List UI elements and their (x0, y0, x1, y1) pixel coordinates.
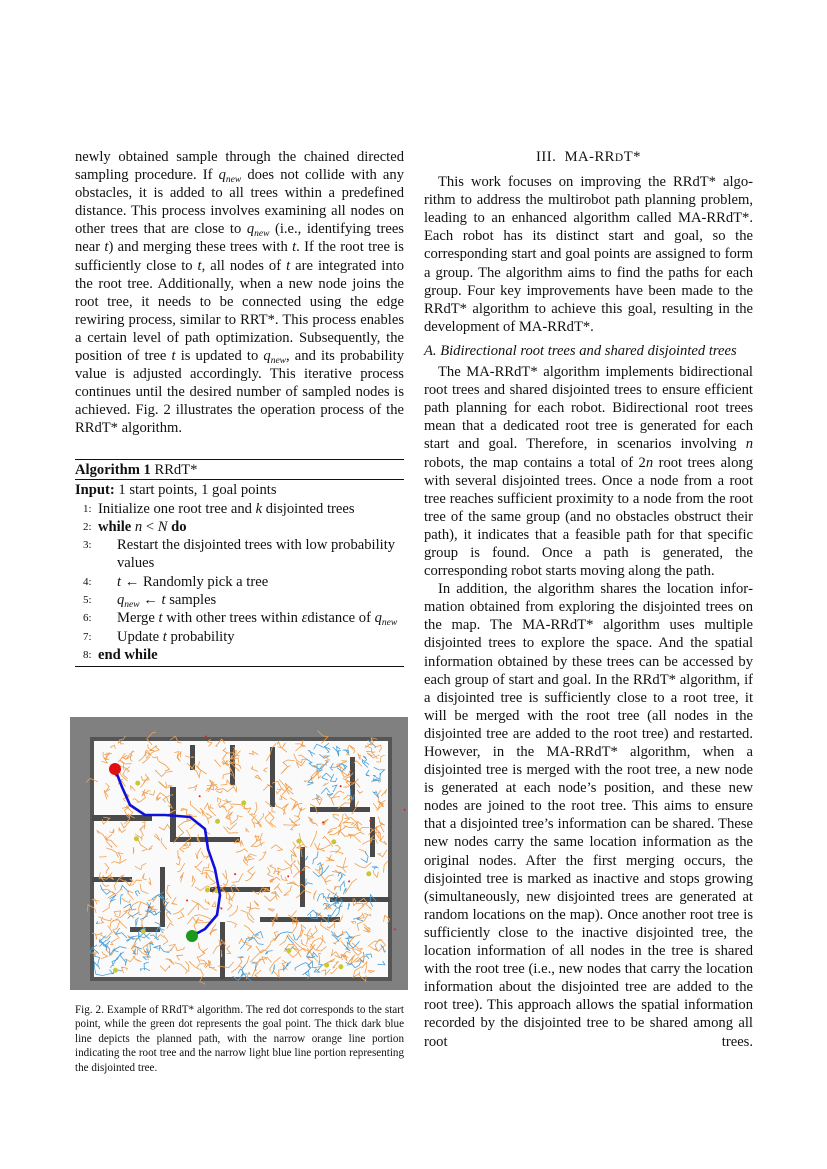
algorithm-line (75, 646, 404, 664)
body-paragraph (424, 580, 753, 1050)
math-variable: $q_{new}$ (263, 348, 287, 367)
tree-node (286, 948, 291, 953)
algorithm-line (75, 591, 404, 609)
left-column (75, 148, 404, 438)
algorithm-input (75, 480, 404, 499)
text-run: disjointed trees (262, 500, 355, 517)
text-run: does not collide with any obstacles, it is added to all trees within a predefined distance. This process involves examining all nodes on other trees that are close to (75, 167, 404, 238)
algorithm-block (75, 459, 404, 667)
line-number: 3: (83, 539, 92, 552)
text-run: with other trees within (162, 610, 302, 627)
sample-point (348, 880, 350, 882)
section-number: III. (536, 149, 557, 165)
math-variable: t (162, 628, 167, 645)
sample-point (369, 820, 371, 822)
map-wall (300, 847, 305, 907)
algorithm-title (75, 460, 404, 479)
sample-point (186, 899, 188, 901)
math-variable: t (117, 573, 122, 590)
text-run: Merge (117, 610, 159, 627)
text-run: In addition, the algorithm shares the location information obtained from exploring the disjointed trees on the map. The MA-RRdT* algorithm uses multiple disjointed trees to explore the space. And the spatial information obtained by these trees can be accessed by each group of start and goal. In the RRdT* algorithm, if a disjointed tree is sufficiently close to a root tree, it will be merged with the root tree (all nodes in the disjointed tree are added to the root tree) and restarted. However, in the MA-RRdT* algorithm, when a disjointed tree is merged with the root tree, a new node is generated at each node’s position, and these new nodes are joined to the root tree. This aims to ensure that a disjointed tree’s information can be shared. These new nodes carry the same location information as the original nodes. After the first merging occurs, the disjointed tree is marked as inactive and stops growing (simultaneously, new disjointed trees are generated at random locations on the map). Once another root tree is sufficiently close to the inactive disjointed tree, the location information of all nodes in the tree is shared with the root tree (i.e., new nodes that carry the location information about the disjointed tree are added to the root tree). This approach allows the spatial information recorded by the disjointed tree to be shared among all root trees. (424, 581, 753, 1050)
sample-point (394, 928, 396, 930)
text-run: , and its probability value is adjusted accordingly. This iterative process continues until the desired number of sampled nodes is achieved. Fig. 2 illustrates the operation process of the RRdT* algorithm. (75, 348, 404, 437)
line-number: 6: (83, 612, 92, 625)
text-run: ← Randomly pick a tree (121, 573, 269, 590)
line-number: 8: (83, 648, 92, 661)
sample-point (340, 785, 342, 787)
math-variable: t (104, 239, 109, 256)
text-run: are integrated into the root tree. Additionally, when a new node joins the root tree, it needs to be connected using the edge rewiring process, similar to RRT*. This process enables a certain level of path optimization. Subsequently, the position of tree (75, 257, 404, 365)
math-variable: t (171, 348, 176, 365)
body-paragraph (75, 148, 404, 438)
sample-point (234, 873, 236, 875)
tree-node (215, 819, 220, 824)
input-text: 1 start points, 1 goal points (118, 482, 277, 499)
map-wall (270, 747, 275, 807)
subsection-heading: A. Bidirectional root trees and shared disjointed trees (424, 342, 737, 359)
keyword: do (171, 518, 187, 535)
tree-node (296, 839, 301, 844)
text-run: probability (166, 628, 235, 645)
text-run: robots, the map contains a total of 2 (424, 454, 646, 471)
line-text (98, 519, 187, 535)
text-run: ) and merging these trees with (108, 239, 293, 256)
line-text (117, 610, 398, 629)
rrdt-map-figure (70, 717, 408, 990)
map-wall (310, 807, 370, 812)
algorithm-label: Algorithm 1 (75, 462, 151, 478)
line-number: 4: (83, 575, 92, 588)
tree-node (338, 964, 343, 969)
start-point (109, 763, 121, 775)
math-variable: $q_{new}$ (218, 167, 242, 186)
line-text (98, 501, 355, 517)
section-title-smallcaps: D (614, 152, 624, 164)
section-title-part: T* (623, 149, 641, 165)
sample-point (220, 908, 222, 910)
body-paragraph (424, 173, 753, 336)
text-run: (i.e., identifying trees near (75, 221, 404, 256)
sample-point (300, 871, 302, 873)
math-variable: t (161, 592, 166, 609)
tree-node (331, 839, 336, 844)
algorithm-name: RRdT* (154, 462, 198, 478)
text-run: distance of (307, 610, 375, 627)
map-wall (92, 815, 152, 821)
sample-point (404, 809, 406, 811)
text-run: ← (139, 592, 162, 609)
text-run: newly obtained sample through the chained directed sampling procedure. If (75, 149, 404, 184)
tree-node (241, 800, 246, 805)
tree-node (135, 781, 140, 786)
math-variable: $q_{new}$ (246, 221, 270, 240)
tree-node (205, 887, 210, 892)
line-text (117, 592, 217, 611)
text-run: samples (165, 592, 217, 609)
math-variable: $q_{new}$ (117, 592, 140, 611)
tree-node (134, 836, 139, 841)
text-run: Restart the disjointed trees with low probability values (117, 537, 396, 572)
algorithm-line (75, 609, 404, 627)
line-text (98, 647, 158, 663)
math-variable: ε (301, 610, 308, 627)
map-wall (220, 922, 225, 979)
line-number: 5: (83, 594, 92, 607)
figure-caption: Fig. 2. Example of RRdT* algorithm. The red dot corresponds to the start point, while the green dot represents the goal point. The thick dark blue line depicts the planned path, with the narrow orange line portion indicating the root tree and the narrow light blue line portion representing the disjointed tree. (75, 1004, 404, 1074)
sample-point (148, 906, 150, 908)
algorithm-line (75, 500, 404, 518)
section-title-part: MA-RR (564, 149, 615, 165)
math-variable: n (745, 436, 753, 453)
goal-point (186, 930, 198, 942)
tree-node (366, 871, 371, 876)
text-run: root trees along with several disjointed trees. Once a node from a root tree reaches sufficient proximity to a node from the root tree of the same group (and no obstacles obstruct their path), it indicates that a feasible path for that specific group is found. Once a path is generated, the corresponding robot starts moving along the path. (424, 454, 753, 580)
sample-point (322, 821, 324, 823)
sample-point (205, 736, 207, 738)
keyword: while (98, 518, 132, 535)
algorithm-line (75, 536, 404, 573)
line-number: 1: (83, 502, 92, 515)
text-run: This work focuses on improving the RRdT* algorithm to address the multirobot path planning problem, leading to an enhanced algorithm called MA-RRdT*. Each robot has its distinct start and goal, so the corresponding start and goal points are assigned to form a group. The algorithm aims to find the paths for each group. Four key improvements have been made to the RRdT* algorithm to achieve this goal, resulting in the development of MA-RRdT*. (424, 174, 753, 335)
math-variable: t (292, 239, 297, 256)
math-variable: t (286, 257, 291, 274)
body-paragraph (424, 363, 753, 580)
algorithm-line (75, 573, 404, 591)
sample-point (199, 795, 201, 797)
line-text (117, 574, 268, 590)
algorithm-lines (75, 500, 404, 665)
algorithm-line (75, 628, 404, 646)
section-heading (424, 148, 753, 167)
text-run: Initialize one root tree and (98, 500, 256, 517)
line-number: 2: (83, 520, 92, 533)
math-variable: N (157, 518, 168, 535)
math-variable: t (158, 610, 163, 627)
input-label: Input: (75, 482, 115, 499)
line-text (117, 537, 395, 571)
text-run: is updated to (175, 348, 264, 365)
sample-point (287, 875, 289, 877)
tree-node (324, 963, 329, 968)
algorithm-bottom-rule (75, 666, 404, 667)
tree-node (141, 929, 146, 934)
math-variable: n (645, 454, 654, 471)
math-variable: n (134, 518, 143, 535)
text-run: < (142, 518, 158, 535)
text-run: Update (117, 628, 163, 645)
math-variable: t (197, 257, 202, 274)
math-variable: k (255, 500, 263, 517)
keyword: end while (98, 646, 158, 663)
algorithm-line (75, 518, 404, 536)
line-text (117, 629, 235, 645)
math-variable: $q_{new}$ (374, 610, 398, 629)
tree-node (113, 968, 118, 973)
sample-point (353, 779, 355, 781)
text-run: The MA-RRdT* algorithm implements bidirectional root trees and shared disjointed trees to ensure efficient path planning for each robot. Bidirectional root trees mean that a dedicated root tree is generated for each start and goal. Therefore, in scenarios involving (424, 364, 753, 453)
text-run: . If the root tree is sufficiently close to (75, 239, 404, 274)
text-run: , all nodes of (201, 257, 287, 274)
line-number: 7: (83, 630, 92, 643)
right-column (424, 148, 753, 1051)
